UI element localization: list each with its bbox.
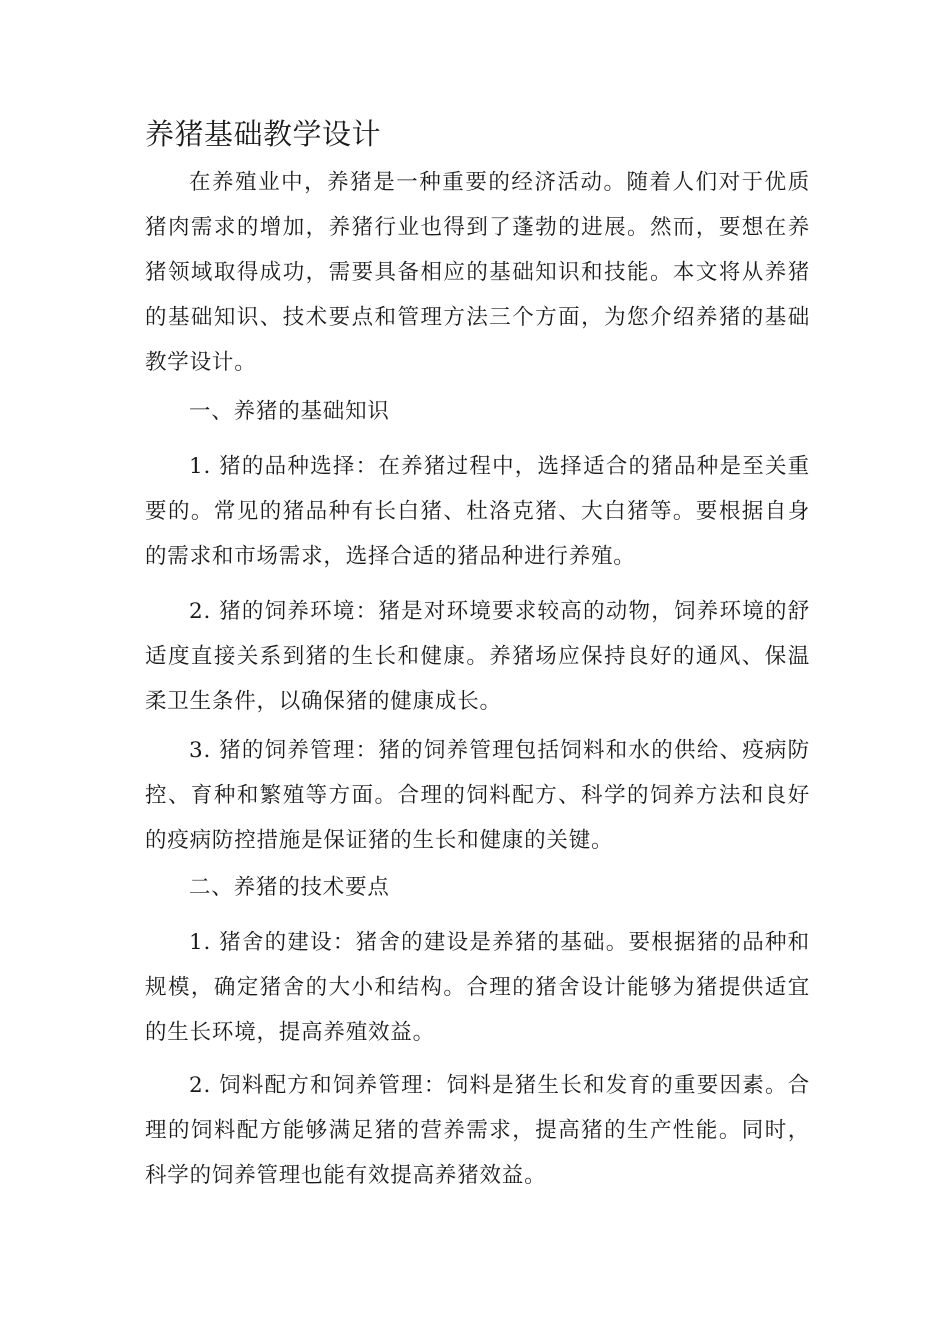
list-item-breed-selection: 1. 猪的品种选择：在养猪过程中，选择适合的猪品种是至关重要的。常见的猪品种有长白猪、杜洛克猪、大白猪等。要根据自身的需求和市场需求，选择合适的猪品种进行养殖。 <box>145 454 810 569</box>
section-heading-basics: 一、养猪的基础知识 <box>189 399 390 424</box>
document-title: 养猪基础教学设计 <box>145 117 382 151</box>
list-item-feeding-environment: 2. 猪的饲养环境：猪是对环境要求较高的动物，饲养环境的舒适度直接关系到猪的生长和健康。养猪场应保持良好的通风、保温柔卫生条件，以确保猪的健康成长。 <box>145 599 810 714</box>
intro-paragraph: 在养殖业中，养猪是一种重要的经济活动。随着人们对于优质猪肉需求的增加，养猪行业也得到了蓬勃的进展。然而，要想在养猪领域取得成功，需要具备相应的基础知识和技能。本文将从养猪的基础知识、技术要点和管理方法三个方面，为您介绍养猪的基础教学设计。 <box>145 170 810 375</box>
list-item-pigsty-construction: 1. 猪舍的建设：猪舍的建设是养猪的基础。要根据猪的品种和规模，确定猪舍的大小和结构。合理的猪舍设计能够为猪提供适宜的生长环境，提高养殖效益。 <box>145 930 810 1045</box>
section-heading-techniques: 二、养猪的技术要点 <box>189 875 390 900</box>
list-item-feed-formula: 2. 饲料配方和饲养管理：饲料是猪生长和发育的重要因素。合理的饲料配方能够满足猪的营养需求，提高猪的生产性能。同时，科学的饲养管理也能有效提高养猪效益。 <box>145 1073 810 1188</box>
list-item-feeding-management: 3. 猪的饲养管理：猪的饲养管理包括饲料和水的供给、疫病防控、育种和繁殖等方面。合理的饲料配方、科学的饲养方法和良好的疫病防控措施是保证猪的生长和健康的关键。 <box>145 738 810 853</box>
